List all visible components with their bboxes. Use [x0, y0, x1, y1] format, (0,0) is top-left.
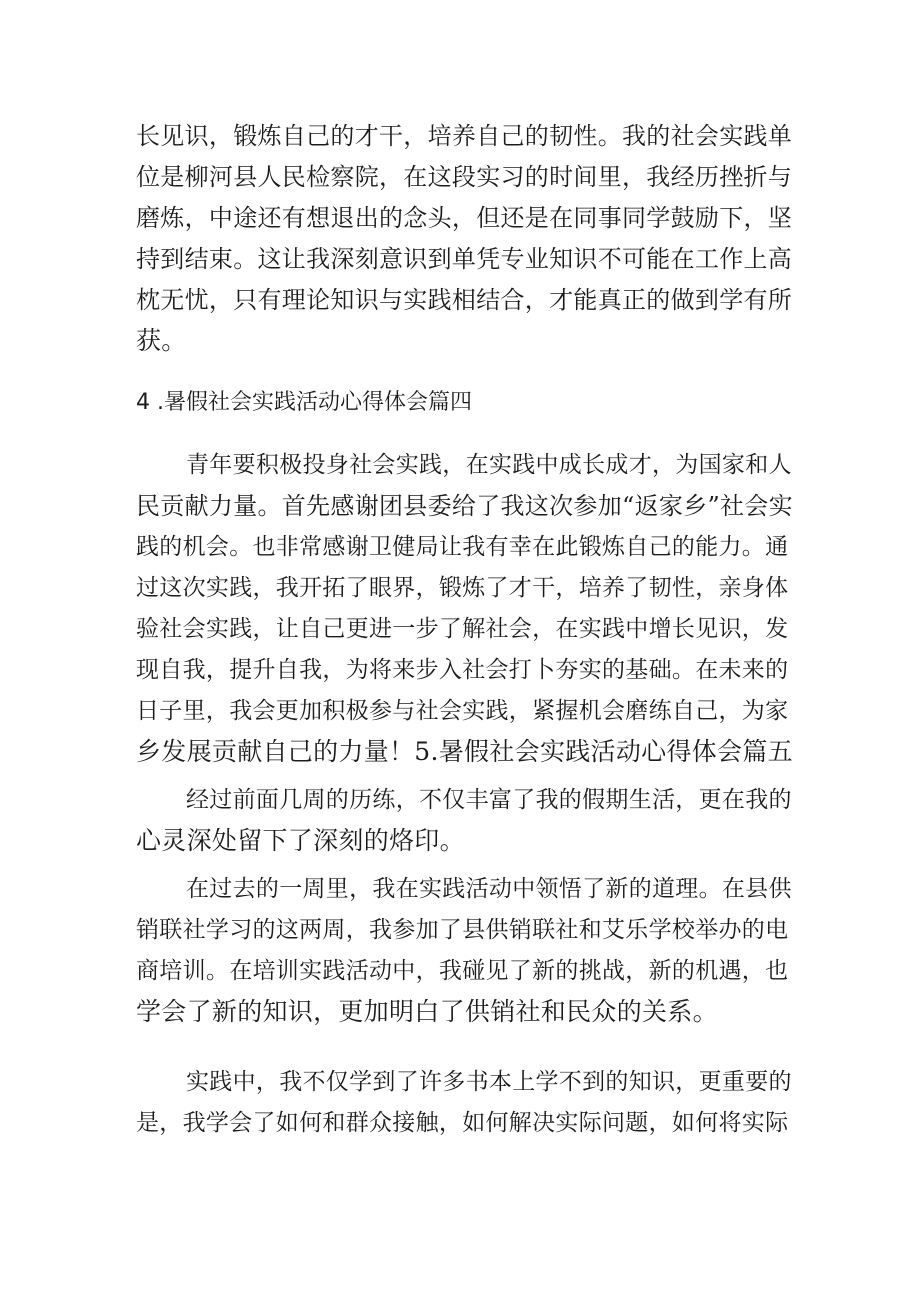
text-line: 乡发展贡献自己的力量！5.暑假社会实践活动心得体会篇五 — [136, 737, 793, 766]
text-line: 青年要积极投身社会实践，在实践中成长成才，为国家和人 — [186, 452, 792, 478]
text-line: 日子里，我会更加积极参与社会实践，紧握机会磨练自己，为家 — [136, 698, 789, 724]
text-line: 验社会实践，让自己更进一步了解社会，在实践中增长见识，发 — [136, 616, 789, 642]
text-line: 经过前面几周的历练，不仅丰富了我的假期生活，更在我的 — [186, 787, 792, 813]
text-line: 长见识，锻炼自己的才干，培养自己的韧性。我的社会实践单 — [136, 122, 793, 150]
text-line: 枕无忧，只有理论知识与实践相结合，才能真正的做到学有所 — [136, 286, 793, 314]
text-line: 心灵深处留下了深刻的烙印。 — [136, 826, 465, 855]
text-line: 现自我，提升自我，为将来步入社会打卜夯实的基础。在未来的 — [136, 657, 789, 683]
text-line: 位是柳河县人民检察院，在这段实习的时间里，我经历挫折与 — [136, 163, 793, 191]
section-heading: 4 .暑假社会实践活动心得体会篇四 — [136, 390, 472, 415]
text-line: 践的机会。也非常感谢卫健局让我有幸在此锻炼自己的能力。通 — [136, 534, 789, 560]
text-line: 获。 — [136, 326, 187, 355]
text-line: 磨炼，中途还有想退出的念头，但还是在同事同学鼓励下，坚 — [136, 204, 793, 232]
text-line: 过这次实践，我开拓了眼界，锻炼了才干，培养了韧性，亲身体 — [136, 575, 789, 601]
text-line: 商培训。在培训实践活动中，我碰见了新的挑战，新的机遇，也 — [136, 958, 789, 984]
text-line: 民贡献力量。首先感谢团县委给了我这次参加“返家乡”社会实 — [136, 492, 793, 520]
text-line: 在过去的一周里，我在实践活动中领悟了新的道理。在县供 — [186, 876, 792, 902]
text-line: 持到结束。这让我深刻意识到单凭专业知识不可能在工作上高 — [136, 245, 793, 273]
text-line: 销联社学习的这两周，我参加了县供销联社和艾乐学校举办的电 — [136, 917, 789, 943]
text-line: 学会了新的知识，更加明白了供销社和民众的关系。 — [136, 997, 718, 1026]
text-line: 实践中，我不仅学到了许多书本上学不到的知识，更重要的 — [186, 1069, 792, 1095]
text-line: 是，我学会了如何和群众接触，如何解决实际问题，如何将实际 — [136, 1110, 789, 1136]
